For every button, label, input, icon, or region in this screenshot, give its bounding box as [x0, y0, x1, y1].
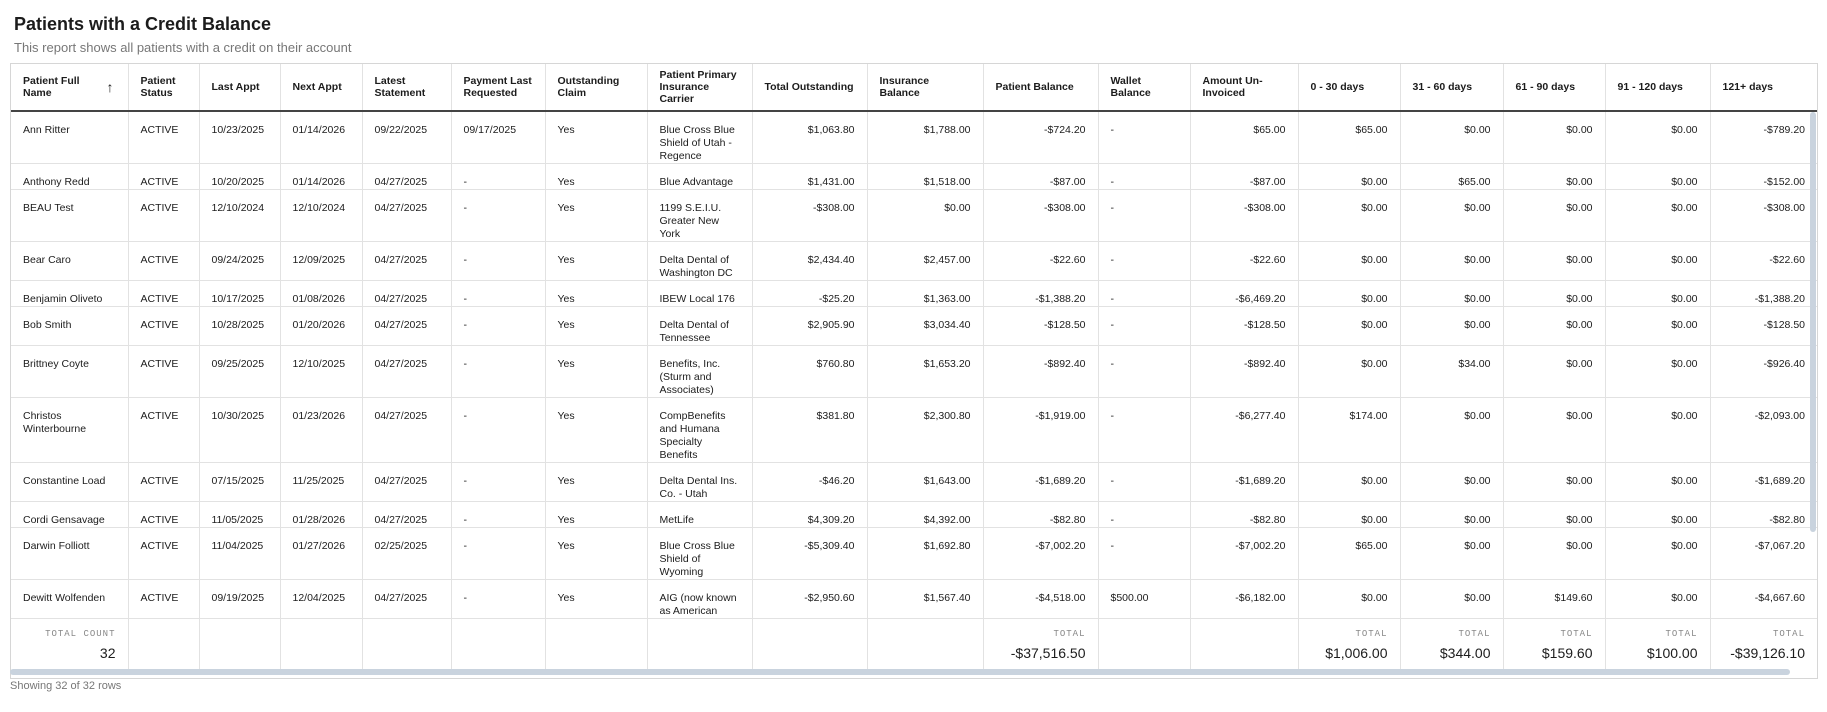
table-cell: -$22.60 [1190, 242, 1298, 281]
table-cell: $0.00 [1400, 111, 1503, 164]
table-cell: Cordi Gensavage [11, 502, 128, 528]
table-cell: Delta Dental Ins. Co. - Utah [647, 463, 752, 502]
table-cell: $1,788.00 [867, 111, 983, 164]
table-cell: -$1,689.20 [983, 463, 1098, 502]
table-cell: -$7,067.20 [1710, 528, 1817, 580]
table-cell: -$25.20 [752, 281, 867, 307]
table-cell: Dewitt Wolfenden [11, 580, 128, 619]
column-header[interactable]: 0 - 30 days [1298, 64, 1400, 111]
table-cell: Yes [545, 164, 647, 190]
table-cell: -$308.00 [1190, 190, 1298, 242]
table-cell: - [451, 307, 545, 346]
column-header[interactable]: 31 - 60 days [1400, 64, 1503, 111]
table-cell: 09/17/2025 [451, 111, 545, 164]
table-cell: -$128.50 [1190, 307, 1298, 346]
table-cell: 04/27/2025 [362, 164, 451, 190]
total-121: -$39,126.10 [1730, 645, 1805, 661]
table-cell: 12/04/2025 [280, 580, 362, 619]
table-cell: -$87.00 [1190, 164, 1298, 190]
table-cell: $0.00 [1400, 281, 1503, 307]
total-count-value: 32 [99, 645, 116, 661]
table-cell: $1,643.00 [867, 463, 983, 502]
table-cell: Bear Caro [11, 242, 128, 281]
table-cell: $0.00 [1298, 580, 1400, 619]
table-cell: 01/08/2026 [280, 281, 362, 307]
table-cell: 11/04/2025 [199, 528, 280, 580]
total-label: TOTAL [1053, 629, 1086, 639]
table-row[interactable] [11, 463, 1817, 502]
table-cell: Yes [545, 111, 647, 164]
total-label: TOTAL [1355, 629, 1388, 639]
table-row[interactable] [11, 190, 1817, 242]
table-cell: $0.00 [1605, 242, 1710, 281]
table-cell: $1,431.00 [752, 164, 867, 190]
table-cell: -$7,002.20 [983, 528, 1098, 580]
table-cell: $0.00 [1400, 463, 1503, 502]
table-cell: - [451, 346, 545, 398]
table-cell: -$6,277.40 [1190, 398, 1298, 463]
table-cell: $0.00 [1400, 242, 1503, 281]
total-61-90-cell [1503, 619, 1605, 675]
table-cell: -$128.50 [1710, 307, 1817, 346]
table-cell: $2,905.90 [752, 307, 867, 346]
table-cell: 04/27/2025 [362, 281, 451, 307]
table-cell: $4,392.00 [867, 502, 983, 528]
table-cell: 04/27/2025 [362, 242, 451, 281]
report-table [11, 64, 1817, 674]
table-cell: $1,653.20 [867, 346, 983, 398]
table-cell: $1,063.80 [752, 111, 867, 164]
table-cell: 01/14/2026 [280, 111, 362, 164]
table-cell: $34.00 [1400, 346, 1503, 398]
table-cell: - [451, 281, 545, 307]
table-cell: 04/27/2025 [362, 346, 451, 398]
table-cell: $0.00 [1298, 281, 1400, 307]
table-cell: 10/20/2025 [199, 164, 280, 190]
table-cell: $0.00 [1503, 164, 1605, 190]
table-row[interactable] [11, 307, 1817, 346]
table-cell: $2,300.80 [867, 398, 983, 463]
table-cell: $0.00 [1605, 111, 1710, 164]
table-cell: -$6,182.00 [1190, 580, 1298, 619]
table-cell: 04/27/2025 [362, 502, 451, 528]
table-cell: $0.00 [1503, 502, 1605, 528]
table-cell: ACTIVE [128, 307, 199, 346]
total-61-90: $159.60 [1541, 645, 1593, 661]
table-cell: $0.00 [1298, 164, 1400, 190]
table-cell: $0.00 [1503, 190, 1605, 242]
table-cell: $2,434.40 [752, 242, 867, 281]
table-cell: $65.00 [1298, 528, 1400, 580]
table-cell: 02/25/2025 [362, 528, 451, 580]
total-label: TOTAL [1458, 629, 1491, 639]
column-header[interactable]: Next Appt [280, 64, 362, 111]
table-row[interactable] [11, 528, 1817, 580]
table-cell: $500.00 [1098, 580, 1190, 619]
table-cell: $0.00 [1298, 463, 1400, 502]
page-title: Patients with a Credit Balance [14, 14, 272, 34]
table-cell: 1199 S.E.I.U. Greater New York [647, 190, 752, 242]
table-cell: $0.00 [1503, 528, 1605, 580]
table-cell: -$4,667.60 [1710, 580, 1817, 619]
table-cell: $65.00 [1400, 164, 1503, 190]
total-31-60-cell [1400, 619, 1503, 675]
table-cell: -$1,689.20 [1190, 463, 1298, 502]
column-header[interactable]: Total Outstanding [752, 64, 867, 111]
column-header[interactable]: Payment Last Requested [451, 64, 545, 111]
table-cell: ACTIVE [128, 463, 199, 502]
table-cell: -$892.40 [1190, 346, 1298, 398]
table-cell: - [1098, 190, 1190, 242]
table-cell: Yes [545, 580, 647, 619]
table-cell: $0.00 [1605, 463, 1710, 502]
table-cell: - [451, 242, 545, 281]
table-cell: -$82.80 [983, 502, 1098, 528]
table-cell: - [451, 580, 545, 619]
table-cell: -$22.60 [1710, 242, 1817, 281]
table-cell: $0.00 [1503, 398, 1605, 463]
table-cell: AIG (now known as American [647, 580, 752, 619]
table-cell: Benjamin Oliveto [11, 281, 128, 307]
table-cell: 09/22/2025 [362, 111, 451, 164]
total-patient-balance: -$37,516.50 [1010, 645, 1086, 661]
table-cell: $381.80 [752, 398, 867, 463]
table-cell: Bob Smith [11, 307, 128, 346]
table-cell: -$22.60 [983, 242, 1098, 281]
table-row[interactable] [11, 580, 1817, 619]
table-cell: $0.00 [1503, 463, 1605, 502]
page-subtitle: This report shows all patients with a credit on their account [14, 40, 352, 55]
table-cell: -$308.00 [752, 190, 867, 242]
table-cell: 09/24/2025 [199, 242, 280, 281]
table-cell: ACTIVE [128, 580, 199, 619]
table-cell: Constantine Load [11, 463, 128, 502]
row-count-footer: Showing 32 of 32 rows [10, 680, 122, 692]
table-cell: 10/17/2025 [199, 281, 280, 307]
table-body [11, 111, 1817, 619]
table-cell: $0.00 [1605, 398, 1710, 463]
table-cell: $0.00 [1400, 580, 1503, 619]
table-cell: -$6,469.20 [1190, 281, 1298, 307]
table-cell: MetLife [647, 502, 752, 528]
table-cell: 09/25/2025 [199, 346, 280, 398]
total-91-120-cell [1605, 619, 1710, 675]
table-cell: 01/20/2026 [280, 307, 362, 346]
table-cell: -$1,689.20 [1710, 463, 1817, 502]
table-cell: Brittney Coyte [11, 346, 128, 398]
table-cell: 01/27/2026 [280, 528, 362, 580]
total-count-label: TOTAL COUNT [45, 629, 116, 639]
table-cell: - [1098, 307, 1190, 346]
total-label: TOTAL [1772, 629, 1805, 639]
total-label: TOTAL [1665, 629, 1698, 639]
table-cell: $1,363.00 [867, 281, 983, 307]
table-cell: $0.00 [1605, 502, 1710, 528]
horizontal-scrollbar[interactable] [10, 669, 1790, 675]
table-cell: $0.00 [1400, 190, 1503, 242]
table-cell: Yes [545, 190, 647, 242]
table-cell: 04/27/2025 [362, 307, 451, 346]
table-cell: -$724.20 [983, 111, 1098, 164]
table-cell: Christos Winterbourne [11, 398, 128, 463]
table-cell: -$4,518.00 [983, 580, 1098, 619]
table-cell: Yes [545, 346, 647, 398]
table-cell: Yes [545, 307, 647, 346]
table-cell: $0.00 [867, 190, 983, 242]
table-cell: $0.00 [1298, 190, 1400, 242]
column-header[interactable]: 61 - 90 days [1503, 64, 1605, 111]
table-cell: $0.00 [1400, 502, 1503, 528]
column-header[interactable]: Patient Status [128, 64, 199, 111]
table-cell: $0.00 [1605, 281, 1710, 307]
table-cell: Ann Ritter [11, 111, 128, 164]
table-cell: $0.00 [1400, 307, 1503, 346]
table-cell: -$82.80 [1190, 502, 1298, 528]
table-cell: -$892.40 [983, 346, 1098, 398]
table-cell: Yes [545, 281, 647, 307]
table-cell: - [451, 528, 545, 580]
table-cell: Darwin Folliott [11, 528, 128, 580]
table-cell: $3,034.40 [867, 307, 983, 346]
table-cell: - [1098, 164, 1190, 190]
table-cell: $0.00 [1503, 281, 1605, 307]
total-0-30: $1,006.00 [1325, 645, 1388, 661]
table-cell: 12/09/2025 [280, 242, 362, 281]
table-cell: $1,692.80 [867, 528, 983, 580]
table-cell: ACTIVE [128, 502, 199, 528]
table-cell: -$5,309.40 [752, 528, 867, 580]
table-cell: Blue Cross Blue Shield of Wyoming [647, 528, 752, 580]
table-cell: 12/10/2024 [280, 190, 362, 242]
table-cell: $174.00 [1298, 398, 1400, 463]
table-row[interactable] [11, 164, 1817, 190]
table-cell: 04/27/2025 [362, 398, 451, 463]
table-cell: -$1,388.20 [1710, 281, 1817, 307]
table-cell: - [1098, 463, 1190, 502]
table-cell: Yes [545, 502, 647, 528]
table-cell: $0.00 [1400, 528, 1503, 580]
total-count-cell [11, 619, 128, 675]
table-cell: ACTIVE [128, 111, 199, 164]
table-cell: -$87.00 [983, 164, 1098, 190]
report-table-container[interactable] [10, 63, 1818, 679]
column-header[interactable]: Wallet Balance [1098, 64, 1190, 111]
table-cell: $0.00 [1503, 111, 1605, 164]
table-cell: - [1098, 398, 1190, 463]
table-cell: $0.00 [1298, 242, 1400, 281]
table-cell: 12/10/2025 [280, 346, 362, 398]
table-cell: - [451, 463, 545, 502]
table-cell: -$2,093.00 [1710, 398, 1817, 463]
table-cell: ACTIVE [128, 346, 199, 398]
table-cell: $65.00 [1190, 111, 1298, 164]
table-cell: - [1098, 528, 1190, 580]
table-cell: -$82.80 [1710, 502, 1817, 528]
total-91-120: $100.00 [1646, 645, 1698, 661]
table-row[interactable] [11, 111, 1817, 164]
table-cell: 11/25/2025 [280, 463, 362, 502]
table-cell: -$128.50 [983, 307, 1098, 346]
table-cell: Blue Advantage [647, 164, 752, 190]
table-cell: Yes [545, 528, 647, 580]
table-cell: Yes [545, 463, 647, 502]
table-cell: -$308.00 [983, 190, 1098, 242]
column-header[interactable]: Latest Statement [362, 64, 451, 111]
total-121-cell [1710, 619, 1817, 675]
table-cell: $1,567.40 [867, 580, 983, 619]
table-cell: ACTIVE [128, 242, 199, 281]
table-cell: 04/27/2025 [362, 580, 451, 619]
table-cell: 11/05/2025 [199, 502, 280, 528]
column-header[interactable]: Patient Primary Insurance Carrier [647, 64, 752, 111]
table-cell: - [1098, 111, 1190, 164]
table-cell: -$926.40 [1710, 346, 1817, 398]
column-header[interactable]: Last Appt [199, 64, 280, 111]
table-cell: 01/14/2026 [280, 164, 362, 190]
table-cell: $0.00 [1298, 346, 1400, 398]
table-cell: ACTIVE [128, 528, 199, 580]
table-cell: $0.00 [1605, 528, 1710, 580]
table-cell: $2,457.00 [867, 242, 983, 281]
table-cell: $0.00 [1605, 580, 1710, 619]
table-cell: - [1098, 242, 1190, 281]
table-row[interactable] [11, 398, 1817, 463]
table-cell: $0.00 [1605, 307, 1710, 346]
table-cell: ACTIVE [128, 281, 199, 307]
column-header-label: Patient Full Name [23, 75, 80, 99]
table-cell: 04/27/2025 [362, 190, 451, 242]
arrow-up-icon[interactable]: ↑ [106, 79, 114, 95]
table-row[interactable] [11, 242, 1817, 281]
table-cell: ACTIVE [128, 190, 199, 242]
vertical-scrollbar[interactable] [1810, 112, 1816, 532]
column-header[interactable]: 121+ days [1710, 64, 1817, 111]
table-cell: Delta Dental of Tennessee [647, 307, 752, 346]
column-header[interactable]: Insurance Balance [867, 64, 983, 111]
table-cell: Anthony Redd [11, 164, 128, 190]
table-cell: Blue Cross Blue Shield of Utah - Regence [647, 111, 752, 164]
table-cell: -$7,002.20 [1190, 528, 1298, 580]
table-cell: -$1,919.00 [983, 398, 1098, 463]
table-cell: 07/15/2025 [199, 463, 280, 502]
table-cell: 01/28/2026 [280, 502, 362, 528]
total-0-30-cell [1298, 619, 1400, 675]
table-cell: -$789.20 [1710, 111, 1817, 164]
table-cell: $149.60 [1503, 580, 1605, 619]
table-cell: - [451, 190, 545, 242]
table-cell: 12/10/2024 [199, 190, 280, 242]
table-cell: $0.00 [1605, 346, 1710, 398]
table-cell: $65.00 [1298, 111, 1400, 164]
table-cell: Benefits, Inc. (Sturm and Associates) [647, 346, 752, 398]
table-cell: - [451, 164, 545, 190]
total-patient-balance-cell [983, 619, 1098, 675]
table-cell: 04/27/2025 [362, 463, 451, 502]
table-cell: 10/30/2025 [199, 398, 280, 463]
table-cell: - [1098, 346, 1190, 398]
table-cell: - [451, 502, 545, 528]
table-cell: ACTIVE [128, 164, 199, 190]
table-cell: - [1098, 281, 1190, 307]
table-cell: $4,309.20 [752, 502, 867, 528]
table-cell: $0.00 [1503, 242, 1605, 281]
table-cell: - [1098, 502, 1190, 528]
table-cell: BEAU Test [11, 190, 128, 242]
table-cell: $0.00 [1605, 190, 1710, 242]
total-label: TOTAL [1560, 629, 1593, 639]
column-header[interactable] [11, 64, 128, 111]
table-cell: -$152.00 [1710, 164, 1817, 190]
table-cell: $760.80 [752, 346, 867, 398]
table-cell: IBEW Local 176 [647, 281, 752, 307]
table-cell: -$1,388.20 [983, 281, 1098, 307]
table-cell: $0.00 [1400, 398, 1503, 463]
table-cell: 09/19/2025 [199, 580, 280, 619]
table-cell: ACTIVE [128, 398, 199, 463]
table-row[interactable] [11, 346, 1817, 398]
table-row[interactable] [11, 281, 1817, 307]
table-cell: Yes [545, 398, 647, 463]
table-cell: $0.00 [1605, 164, 1710, 190]
table-cell: CompBenefits and Humana Specialty Benefits [647, 398, 752, 463]
table-cell: Yes [545, 242, 647, 281]
table-cell: -$308.00 [1710, 190, 1817, 242]
table-cell: Delta Dental of Washington DC [647, 242, 752, 281]
total-31-60: $344.00 [1439, 645, 1491, 661]
table-cell: $0.00 [1298, 502, 1400, 528]
totals-row [11, 619, 1817, 675]
table-cell: 10/23/2025 [199, 111, 280, 164]
table-cell: - [451, 398, 545, 463]
table-cell: 01/23/2026 [280, 398, 362, 463]
column-header[interactable]: Amount Un-Invoiced [1190, 64, 1298, 111]
column-header[interactable]: Outstanding Claim [545, 64, 647, 111]
table-cell: 10/28/2025 [199, 307, 280, 346]
table-cell: $0.00 [1503, 307, 1605, 346]
table-cell: $1,518.00 [867, 164, 983, 190]
table-row[interactable] [11, 502, 1817, 528]
column-header[interactable]: Patient Balance [983, 64, 1098, 111]
table-cell: $0.00 [1503, 346, 1605, 398]
table-cell: -$46.20 [752, 463, 867, 502]
table-cell: $0.00 [1298, 307, 1400, 346]
column-header[interactable]: 91 - 120 days [1605, 64, 1710, 111]
table-cell: -$2,950.60 [752, 580, 867, 619]
table-header-row [11, 64, 1817, 111]
